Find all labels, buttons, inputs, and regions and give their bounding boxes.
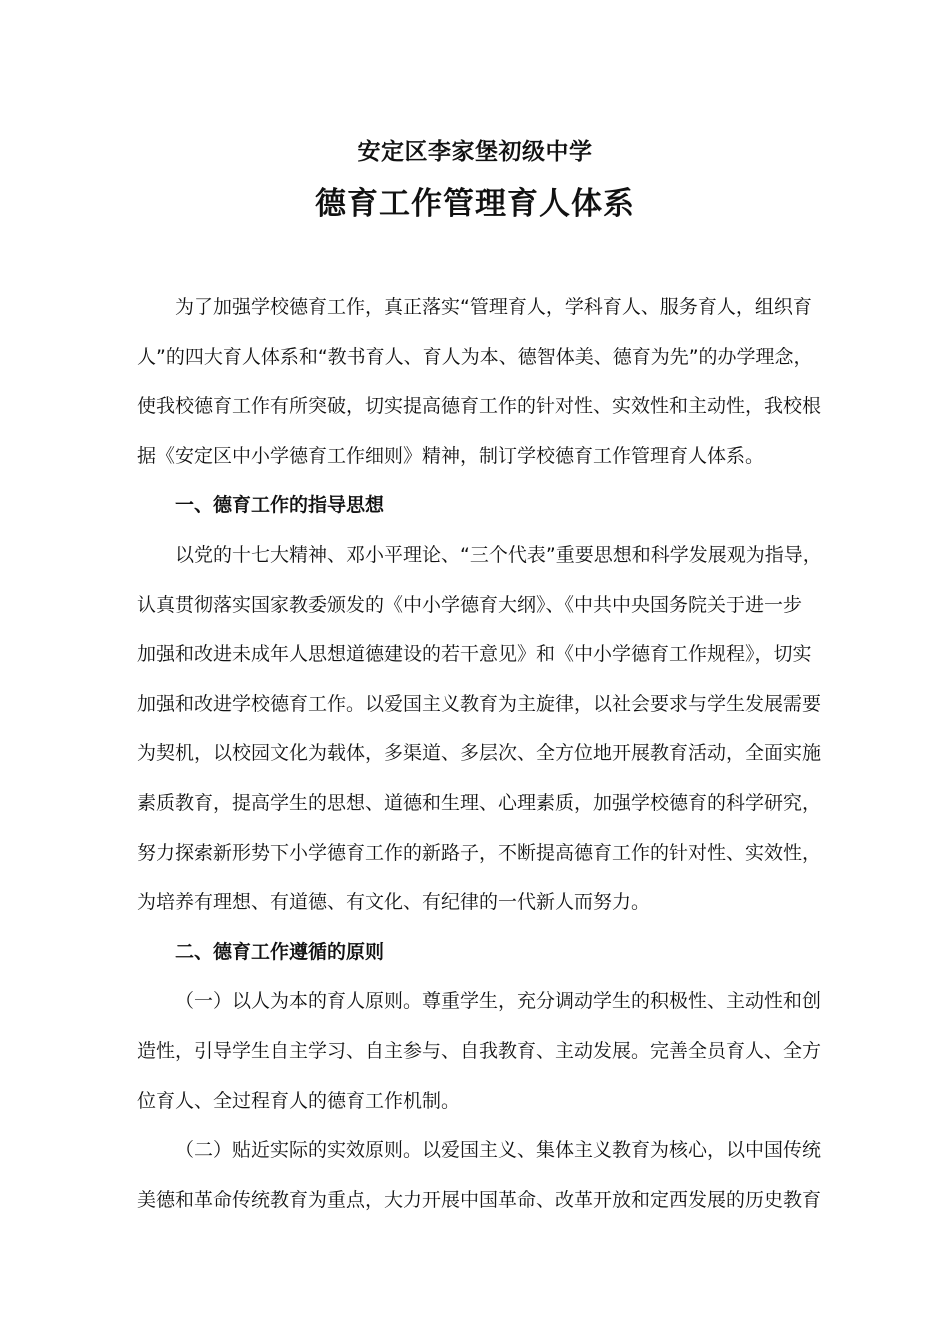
text-line: （二）贴近实际的实效原则。以爱国主义、集体主义教育为核心，以中国传统 bbox=[175, 1139, 822, 1162]
principle-item-2 bbox=[137, 1126, 837, 1225]
text-line: 以党的十七大精神、邓小平理论、“三个代表”重要思想和科学发展观为指导， bbox=[175, 543, 822, 566]
section-heading-principles: 二、德育工作遵循的原则 bbox=[175, 940, 385, 963]
document-title: 德育工作管理育人体系 bbox=[315, 186, 635, 222]
principle-item-1 bbox=[137, 977, 837, 1126]
text-line: 美德和革命传统教育为重点，大力开展中国革命、改革开放和定西发展的历史教育 bbox=[137, 1188, 822, 1211]
text-line: 造性，引导学生自主学习、自主参与、自我教育、主动发展。完善全员育人、全方 bbox=[137, 1039, 822, 1062]
text-line: 为契机，以校园文化为载体，多渠道、多层次、全方位地开展教育活动，全面实施 bbox=[137, 742, 822, 765]
guiding-ideology-paragraph bbox=[137, 531, 837, 928]
text-line: 加强和改进学校德育工作。以爱国主义教育为主旋律，以社会要求与学生发展需要 bbox=[137, 692, 822, 715]
text-line: 素质教育，提高学生的思想、道德和生理、心理素质，加强学校德育的科学研究， bbox=[137, 791, 822, 814]
text-line: 人”的四大育人体系和“教书育人、育人为本、德智体美、德育为先”的办学理念， bbox=[137, 345, 813, 368]
text-line: 使我校德育工作有所突破，切实提高德育工作的针对性、实效性和主动性，我校根 bbox=[137, 395, 822, 418]
text-line: 据《安定区中小学德育工作细则》精神，制订学校德育工作管理育人体系。 bbox=[137, 444, 765, 467]
intro-paragraph bbox=[137, 283, 837, 481]
text-line: 位育人、全过程育人的德育工作机制。 bbox=[137, 1089, 461, 1112]
section-heading-guiding-ideology: 一、德育工作的指导思想 bbox=[175, 494, 385, 517]
text-line: （一）以人为本的育人原则。尊重学生，充分调动学生的积极性、主动性和创 bbox=[175, 990, 822, 1013]
text-line: 加强和改进未成年人思想道德建设的若干意见》和《中小学德育工作规程》，切实 bbox=[137, 643, 812, 666]
school-name: 安定区李家堡初级中学 bbox=[357, 139, 593, 165]
text-line: 为培养有理想、有道德、有文化、有纪律的一代新人而努力。 bbox=[137, 891, 651, 914]
document-body bbox=[137, 283, 837, 1225]
text-line: 认真贯彻落实国家教委颁发的《中小学德育大纲》、《中共中央国务院关于进一步 bbox=[137, 593, 803, 616]
text-line: 为了加强学校德育工作，真正落实“管理育人，学科育人、服务育人，组织育 bbox=[175, 296, 812, 318]
text-line: 努力探索新形势下小学德育工作的新路子，不断提高德育工作的针对性、实效性， bbox=[137, 841, 822, 864]
